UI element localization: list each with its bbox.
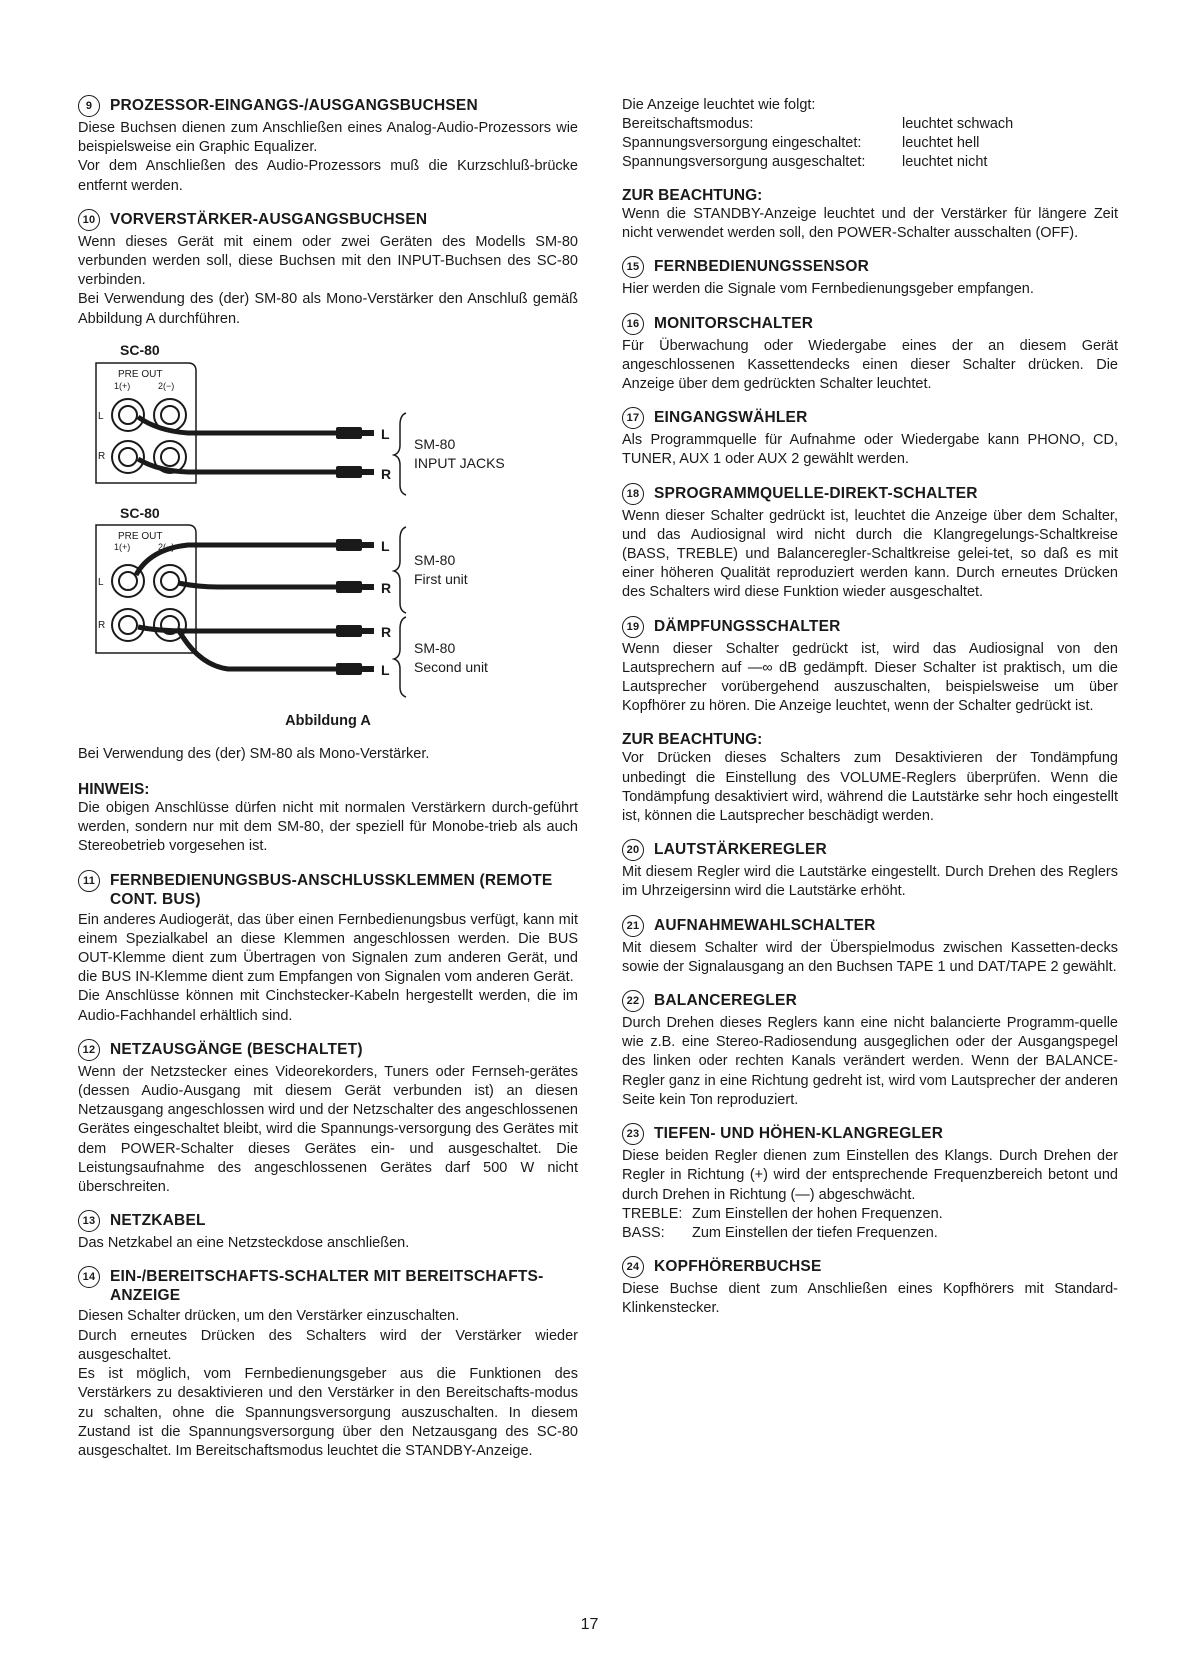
note-text: Wenn die STANDBY-Anzeige leuchtet und der Verstärker für längere Zeit nicht verwendet werden soll, den POWER-Schalter ausschalten (OFF). — [622, 206, 1118, 242]
note-text: Die obigen Anschlüsse dürfen nicht mit normalen Verstärkern durch-geführt werden, sondern nur mit dem SM-80, der speziell für Monobe-trieb als auch Stereobetrieb vorgesehen ist. — [78, 800, 578, 855]
section-text: Wenn dieser Schalter gedrückt ist, leuchtet die Anzeige über dem Schalter, und das Audiosignal wird nicht durch die Klangregelungs-Schaltkreise (BASS, TREBLE) und Balanceregler-Schaltkreise gelei-tet, so daß es mit einer höheren Qualität reproduziert werden kann. Durch erneutes Drücken des Schalters wird diese Funktion wieder ausgeschaltet. — [622, 507, 1118, 601]
section-number: 23 — [622, 1123, 644, 1145]
beachtung-note-1 — [622, 186, 1118, 243]
section-heading — [78, 1267, 578, 1305]
page-number: 17 — [580, 1616, 599, 1633]
note-title: ZUR BEACHTUNG: — [622, 731, 763, 749]
hinweis-note — [78, 780, 578, 857]
section-number: 13 — [78, 1210, 100, 1232]
section-15 — [622, 257, 1118, 299]
section-heading — [78, 871, 578, 909]
section-title: EIN-/BEREITSCHAFTS-SCHALTER MIT BEREITSCHAFTS-ANZEIGE — [110, 1268, 544, 1305]
section-11 — [78, 871, 578, 1026]
note-text: Vor Drücken dieses Schalters zum Desaktivieren der Tondämpfung unbedingt die Einstellung des VOLUME-Reglers überprüfen. Wenn die Tondämpfung desaktiviert wird, während die Lautstärke sehr hoch eingestellt ist, können die Lautsprecher beschädigt werden. — [622, 750, 1118, 825]
section-text: Diese Buchse dient zum Anschließen eines Kopfhörers mit Standard-Klinkenstecker. — [622, 1280, 1118, 1316]
section-20 — [622, 840, 1118, 901]
section-title: NETZKABEL — [110, 1212, 206, 1230]
treble-key: TREBLE: — [622, 1205, 683, 1222]
rca-plugs — [336, 427, 374, 478]
plug-label-l: L — [381, 661, 390, 678]
bass-row — [622, 1224, 1118, 1243]
status-row — [622, 134, 1118, 153]
figure-a-diagram — [78, 335, 578, 735]
section-title: AUFNAHMEWAHLSCHALTER — [654, 916, 876, 934]
section-text: Wenn dieses Gerät mit einem oder zwei Geräten des Modells SM-80 verbunden werden soll, diese Buchsen mit den INPUT-Buchsen des SC-80 verbinden. Bei Verwendung des (der) SM-80 als Mono-Verstärker den Anschluß gemäß Abbildung A durchführen. — [78, 233, 578, 327]
section-heading — [622, 408, 1118, 429]
input-jacks-label: INPUT JACKS — [414, 454, 505, 471]
plug-label-r: R — [381, 623, 392, 640]
standby-status-table — [622, 96, 1118, 172]
section-text: Das Netzkabel an eine Netzsteckdose anschließen. — [78, 1235, 410, 1252]
section-number: 19 — [622, 616, 644, 638]
plug-label-l: L — [381, 425, 390, 442]
section-number: 15 — [622, 256, 644, 278]
treble-row — [622, 1205, 1118, 1224]
status-intro: Die Anzeige leuchtet wie folgt: — [622, 97, 816, 113]
bass-key: BASS: — [622, 1224, 665, 1241]
section-heading — [622, 257, 1118, 278]
section-13 — [78, 1211, 578, 1253]
section-title: LAUTSTÄRKEREGLER — [654, 841, 827, 859]
section-12 — [78, 1040, 578, 1197]
section-title: PROZESSOR-EINGANGS-/AUSGANGSBUCHSEN — [110, 97, 478, 114]
section-heading — [622, 1257, 1118, 1278]
right-channel-label: R — [98, 619, 106, 631]
channel-1-label: 1(+) — [114, 380, 131, 391]
left-column — [78, 96, 578, 1475]
rca-plugs-2 — [336, 539, 374, 675]
channel-2-label: 2(−) — [158, 541, 175, 552]
section-heading — [78, 96, 578, 117]
section-heading — [622, 1124, 1118, 1145]
right-channel-label: R — [98, 450, 106, 462]
section-title: NETZAUSGÄNGE (BESCHALTET) — [110, 1040, 363, 1058]
section-title: MONITORSCHALTER — [654, 314, 814, 332]
plug-label-r: R — [381, 579, 392, 596]
sm80-label: SM-80 — [414, 551, 456, 568]
note-title: HINWEIS: — [78, 781, 150, 799]
section-24 — [622, 1257, 1118, 1318]
section-number: 11 — [78, 870, 100, 892]
sm80-label: SM-80 — [414, 639, 456, 656]
status-key: Spannungsversorgung eingeschaltet: — [622, 135, 862, 151]
section-heading — [622, 991, 1118, 1012]
cables — [138, 417, 338, 472]
second-unit-label: Second unit — [414, 658, 488, 675]
treble-value: Zum Einstellen der hohen Frequenzen. — [692, 1205, 943, 1222]
section-10 — [78, 210, 578, 329]
channel-2-label: 2(−) — [158, 380, 175, 391]
section-title: BALANCEREGLER — [654, 992, 797, 1010]
section-21 — [622, 916, 1118, 977]
section-text: Diese Buchsen dienen zum Anschließen eines Analog-Audio-Prozessors wie beispielsweise ein Graphic Equalizer. Vor dem Anschließen des Audio-Prozessors muß die Kurzschluß-brücke entfernt werden. — [78, 120, 578, 194]
status-row — [622, 153, 1118, 172]
section-9 — [78, 96, 578, 196]
status-key: Spannungsversorgung ausgeschaltet: — [622, 154, 866, 170]
mono-note: Bei Verwendung des (der) SM-80 als Mono-Verstärker. — [78, 745, 430, 762]
status-value: leuchtet nicht — [902, 154, 988, 170]
pre-out-label: PRE OUT — [118, 530, 163, 542]
section-16 — [622, 314, 1118, 395]
section-title: FERNBEDIENUNGSSENSOR — [654, 258, 869, 276]
status-value: leuchtet schwach — [902, 116, 1014, 132]
section-heading — [622, 617, 1118, 638]
section-number: 16 — [622, 313, 644, 335]
section-number: 21 — [622, 915, 644, 937]
right-column — [622, 96, 1118, 1332]
section-heading — [622, 314, 1118, 335]
section-text: Für Überwachung oder Wiedergabe eines der an diesem Gerät angeschlossenen Kassettendecks einen dieser Schalter drücken. Die Anzeige über dem gedrückten Schalter leuchtet. — [622, 337, 1118, 393]
section-number: 17 — [622, 407, 644, 429]
bracket — [394, 617, 406, 697]
section-19 — [622, 617, 1118, 717]
unit-label-sc80: SC-80 — [120, 341, 160, 358]
cables-2 — [136, 545, 338, 669]
section-number: 12 — [78, 1039, 100, 1061]
section-18 — [622, 484, 1118, 603]
section-text: Mit diesem Regler wird die Lautstärke eingestellt. Durch Drehen des Reglers im Uhrzeigersinn wird die Lautstärke erhöht. — [622, 864, 1118, 900]
section-text: Wenn dieser Schalter gedrückt ist, wird das Audiosignal von den Lautsprechern auf —∞ dB gedämpft. Dieser Schalter ist praktisch, um die Lautsprecher vorübergehend auszuschalten, beispielsweise um über Kopfhörer zu hören. Die Anzeige leuchtet, wenn der Schalter gedrückt ist. — [622, 640, 1118, 715]
pre-out-label: PRE OUT — [118, 368, 163, 380]
connection-diagram — [78, 335, 578, 735]
section-17 — [622, 408, 1118, 469]
plug-label-r: R — [381, 465, 392, 482]
section-title: TIEFEN- UND HÖHEN-KLANGREGLER — [654, 1125, 944, 1143]
section-heading — [78, 1211, 578, 1232]
section-text: Hier werden die Signale vom Fernbedienungsgeber empfangen. — [622, 281, 1034, 298]
section-title: FERNBEDIENUNGSBUS-ANSCHLUSSKLEMMEN (REMOTE CONT. BUS) — [110, 871, 553, 908]
section-heading — [622, 840, 1118, 861]
left-channel-label: L — [98, 410, 104, 422]
bracket — [394, 527, 406, 613]
section-heading — [622, 916, 1118, 937]
unit-label-sc80: SC-80 — [120, 504, 160, 521]
section-text: Ein anderes Audiogerät, das über einen Fernbedienungsbus verfügt, kann mit einem Spezialkabel an diese Klemmen angeschlossen werden. Die BUS OUT-Klemme dient zum Übertragen von Signalen zum anderen Gerät, und die BUS IN-Klemme dient zum Empfangen von Signalen vom anderen Gerät. Die Anschlüsse können mit Cinchstecker-Kabeln hergestellt werden, die im Audio-Fachhandel erhältlich sind. — [78, 911, 578, 1024]
figure-caption: Abbildung A — [285, 712, 371, 729]
bracket — [394, 413, 406, 495]
section-number: 18 — [622, 483, 644, 505]
section-number: 9 — [78, 95, 100, 117]
section-heading — [78, 1040, 578, 1061]
status-row — [622, 115, 1118, 134]
beachtung-note-2 — [622, 730, 1118, 826]
section-text: Diese beiden Regler dienen zum Einstellen des Klangs. Durch Drehen der Regler in Richtung (+) wird der entsprechende Frequenzbereich betont und durch Drehen in Richtung (—) abgeschwächt. — [622, 1148, 1118, 1203]
section-text: Mit diesem Schalter wird der Überspielmodus zwischen Kassetten-decks sowie der Signalausgang an den Buchsen TAPE 1 und DAT/TAPE 2 gewählt. — [622, 939, 1118, 975]
section-number: 14 — [78, 1266, 100, 1288]
section-23 — [622, 1124, 1118, 1243]
plug-label-l: L — [381, 537, 390, 554]
left-channel-label: L — [98, 576, 104, 588]
bass-value: Zum Einstellen der tiefen Frequenzen. — [692, 1224, 938, 1241]
status-value: leuchtet hell — [902, 135, 980, 151]
section-14 — [78, 1267, 578, 1461]
section-number: 20 — [622, 839, 644, 861]
section-title: DÄMPFUNGSSCHALTER — [654, 617, 841, 635]
sm80-label: SM-80 — [414, 435, 456, 452]
section-text: Als Programmquelle für Aufnahme oder Wiedergabe kann PHONO, CD, TUNER, AUX 1 oder AUX 2 gewählt werden. — [622, 432, 1118, 468]
section-heading — [622, 484, 1118, 505]
section-number: 10 — [78, 209, 100, 231]
channel-1-label: 1(+) — [114, 541, 131, 552]
section-22 — [622, 991, 1118, 1110]
section-title: EINGANGSWÄHLER — [654, 409, 808, 427]
section-number: 24 — [622, 1256, 644, 1278]
section-title: SPROGRAMMQUELLE-DIREKT-SCHALTER — [654, 484, 978, 502]
section-text: Diesen Schalter drücken, um den Verstärker einzuschalten. Durch erneutes Drücken des Schalters wird der Verstärker wieder ausgeschaltet. Es ist möglich, vom Fernbedienungsgeber aus die Funktionen des Verstärkers zu desaktivieren und den Verstärker in den Bereitschafts-modus zu schalten, ohne die Spannungsversorgung auszuschalten. In diesem Zustand ist die Spannungsversorgung über den Netzausgang des SC-80 ausgeschaltet. Im Bereitschaftsmodus leuchtet die STANDBY-Anzeige. — [78, 1308, 578, 1459]
section-text: Durch Drehen dieses Reglers kann eine nicht balancierte Programm-quelle wie z.B. eine Stereo-Radiosendung ausgeglichen oder der Ausgangspegel des linken oder rechten Kanals verändert werden. Wenn der BALANCE-Regler ganz in eine Richtung gedreht ist, wird vom Lautsprecher der anderen Seite kein Ton reproduziert. — [622, 1015, 1118, 1108]
section-title: VORVERSTÄRKER-AUSGANGSBUCHSEN — [110, 210, 428, 228]
section-number: 22 — [622, 990, 644, 1012]
first-unit-label: First unit — [414, 570, 468, 587]
section-text: Wenn der Netzstecker eines Videorekorders, Tuners oder Fernseh-gerätes (dessen Audio-Ausgang mit diesem Gerät verbunden ist) an diesen Netzausgang angeschlossen wird und der Netzschalter des angeschlossenen Gerätes eingeschaltet bleibt, wird die Spannungs-versorgung des Gerätes mit dem POWER-Schalter dieses Gerätes ein- und ausgeschaltet. Die Leistungsaufnahme des angeschlossenen Gerätes darf 500 W nicht überschreiten. — [78, 1063, 578, 1196]
status-key: Bereitschaftsmodus: — [622, 116, 754, 132]
section-title: KOPFHÖRERBUCHSE — [654, 1257, 822, 1275]
section-heading — [78, 210, 578, 231]
note-title: ZUR BEACHTUNG: — [622, 187, 763, 204]
